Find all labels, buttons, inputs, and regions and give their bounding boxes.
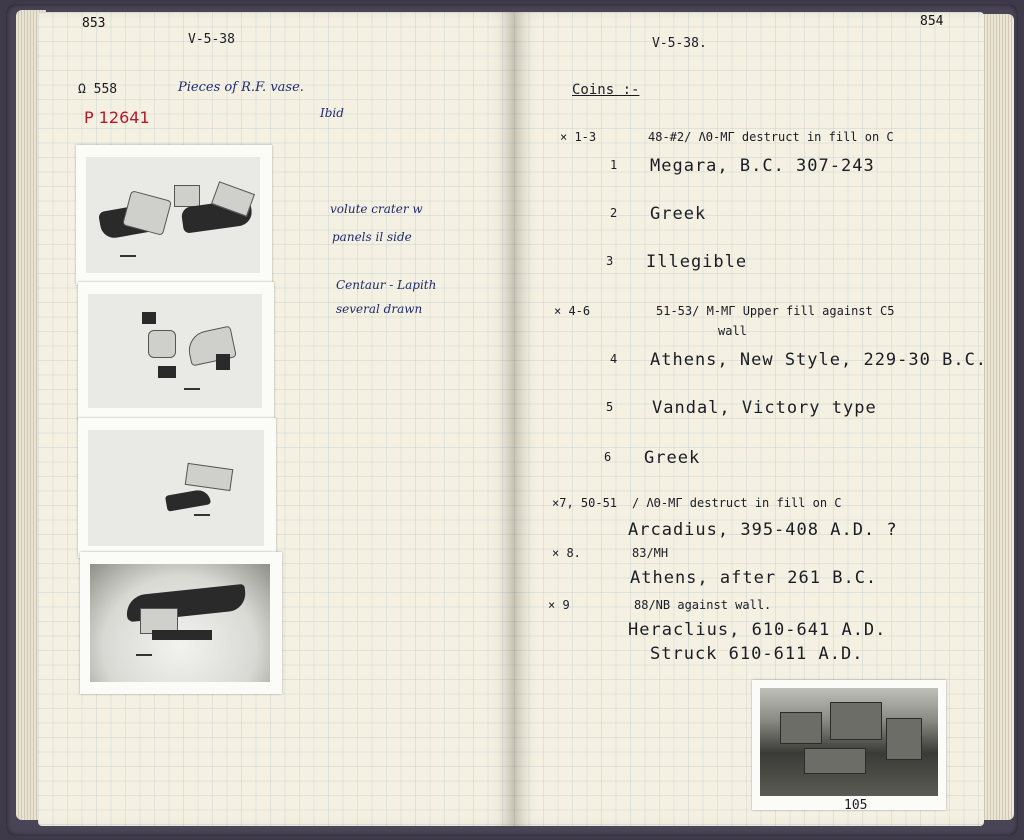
- entry-mark: 3: [606, 254, 614, 268]
- entry-text: Vandal, Victory type: [652, 398, 877, 418]
- ibid-note: Ibid: [320, 106, 344, 120]
- entry-text: 83/ΜΗ: [632, 546, 669, 560]
- entry-mark: 1: [610, 158, 618, 172]
- entry-text: Athens, after 261 B.C.: [630, 568, 878, 588]
- sherd-photo: [78, 418, 276, 558]
- entry-mark: × 9: [548, 598, 570, 612]
- entry-text: Illegible: [646, 252, 748, 272]
- entry-text: 51-53/ Μ-ΜΓ Upper fill against C5: [656, 304, 895, 318]
- page-number: 854: [920, 14, 944, 29]
- entry-text: Greek: [650, 204, 707, 224]
- entry-text: Struck 610-611 A.D.: [650, 644, 864, 664]
- page-date: V-5-38: [188, 32, 235, 47]
- note-line: several drawn: [336, 302, 423, 316]
- note-line: panels il side: [332, 230, 412, 244]
- sherd-photo: [80, 552, 282, 694]
- catalog-number: P 12641: [84, 108, 150, 127]
- entry-text: 48-#2/ ΛΘ-ΜΓ destruct in fill on C: [648, 130, 894, 144]
- entry-text: / ΛΘ-ΜΓ destruct in fill on C: [632, 496, 842, 510]
- section-heading: Coins :-: [572, 82, 640, 98]
- entry-text: Megara, B.C. 307-243: [650, 156, 875, 176]
- entry-mark: × 8.: [552, 546, 581, 560]
- entry-text: Arcadius, 395-408 A.D. ?: [628, 520, 898, 540]
- left-page: [38, 12, 514, 826]
- entry-mark: 5: [606, 400, 614, 414]
- page-number: 853: [82, 16, 106, 31]
- page-date: V-5-38.: [652, 36, 707, 51]
- entry-mark: 4: [610, 352, 618, 366]
- entry-mark: 2: [610, 206, 618, 220]
- entry-text: 88/ΝΒ against wall.: [634, 598, 772, 612]
- entry-text: wall: [718, 324, 747, 338]
- entry-mark: 6: [604, 450, 612, 464]
- entry-ref: Ω 558: [78, 82, 118, 97]
- entry-mark: × 1-3: [560, 130, 597, 144]
- sherd-photo: [78, 282, 274, 420]
- entry-text: Greek: [644, 448, 701, 468]
- entry-description: Pieces of R.F. vase.: [178, 80, 304, 95]
- note-line: Centaur - Lapith: [336, 278, 437, 292]
- entry-text: Athens, New Style, 229-30 B.C.: [650, 350, 988, 370]
- sherd-photo: [76, 145, 272, 285]
- note-line: volute crater w: [330, 202, 423, 216]
- excavation-photo: [752, 680, 946, 810]
- photo-caption: 105: [844, 798, 868, 813]
- entry-mark: × 4-6: [554, 304, 591, 318]
- right-page: [514, 12, 988, 826]
- entry-text: Heraclius, 610-641 A.D.: [628, 620, 887, 640]
- entry-mark: ×7, 50-51: [552, 496, 618, 510]
